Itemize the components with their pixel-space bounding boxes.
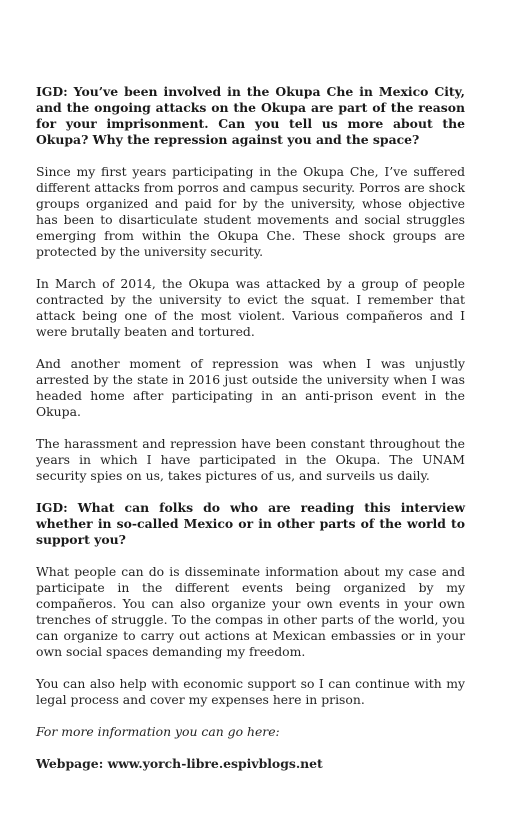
question-paragraph: IGD: What can folks do who are reading this interview whether in so-called Mexico or in other parts of the world to support you? [36, 500, 465, 547]
body-paragraph: What people can do is disseminate information about my case and participate in the different events being organized by my compañeros. You can also organize your own events in your own trenches of struggle. To the compas in other parts of the world, you can organize to carry out actions at Mexican embassies or in your own social spaces demanding my freedom. [36, 564, 465, 659]
body-paragraph: In March of 2014, the Okupa was attacked by a group of people contracted by the university to evict the squat. I remember that attack being one of the most violent. Various compañeros and I were brutally beaten and tortured. [36, 276, 465, 339]
webpage-link[interactable]: Webpage: www.yorch-libre.espivblogs.net [36, 756, 323, 771]
info-note: For more information you can go here: [36, 724, 280, 739]
document-page [36, 84, 465, 788]
body-paragraph: The harassment and repression have been constant throughout the years in which I have participated in the Okupa. The UNAM security spies on us, takes pictures of us, and surveils us daily. [36, 436, 465, 483]
body-paragraph: And another moment of repression was when I was unjustly arrested by the state in 2016 just outside the university when I was headed home after participating in an anti-prison event in the Okupa. [36, 356, 465, 419]
body-paragraph: You can also help with economic support so I can continue with my legal process and cover my expenses here in prison. [36, 676, 465, 707]
question-paragraph: IGD: You’ve been involved in the Okupa Che in Mexico City, and the ongoing attacks on the Okupa are part of the reason for your imprisonment. Can you tell us more about the Okupa? Why the repression against you and the space? [36, 84, 465, 147]
body-paragraph: Since my first years participating in the Okupa Che, I’ve suffered different attacks from porros and campus security. Porros are shock groups organized and paid for by the university, whose objective has been to disarticulate student movements and social struggles emerging from within the Okupa Che. These shock groups are protected by the university security. [36, 164, 465, 259]
